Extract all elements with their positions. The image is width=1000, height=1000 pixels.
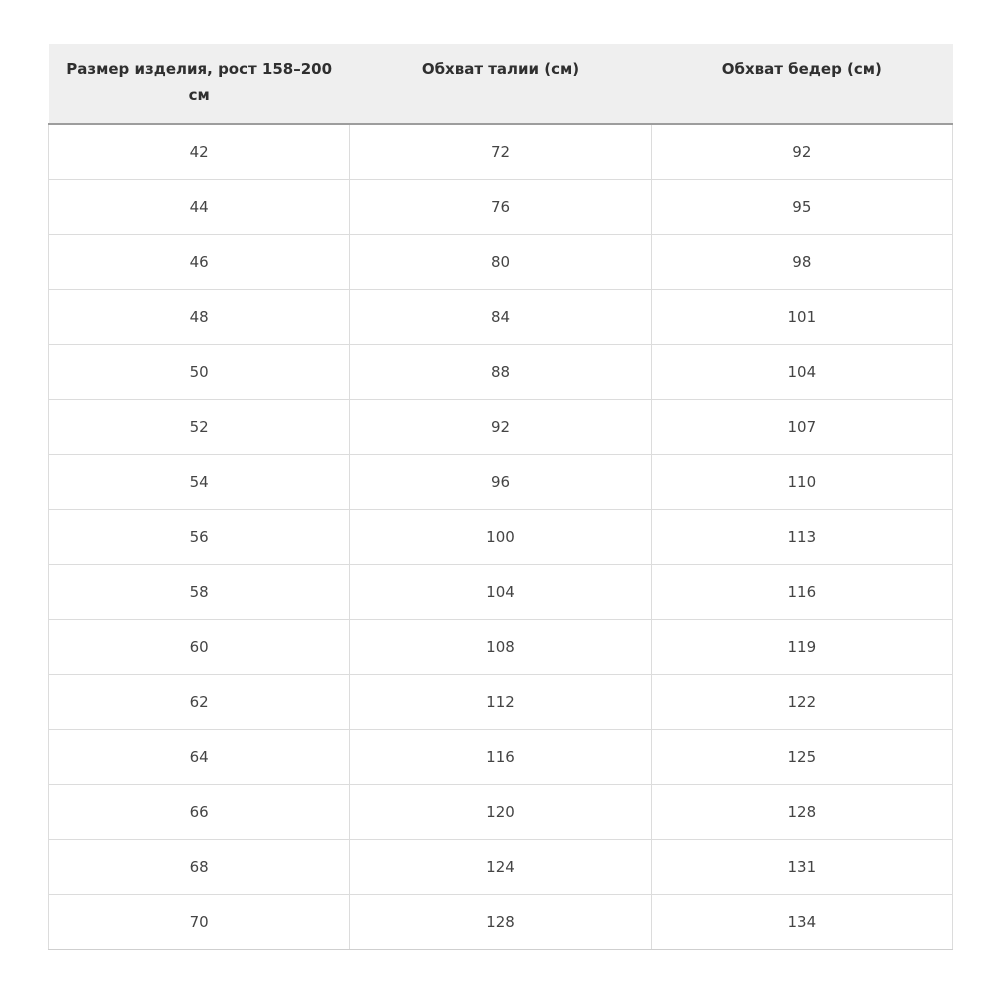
table-row <box>49 124 953 179</box>
table-row <box>49 509 953 564</box>
cell-waist: 108 <box>350 619 651 674</box>
cell-hips: 131 <box>651 839 952 894</box>
cell-size: 70 <box>49 894 350 949</box>
cell-hips: 134 <box>651 894 952 949</box>
cell-hips: 113 <box>651 509 952 564</box>
table-row <box>49 894 953 949</box>
size-chart-container <box>48 44 953 950</box>
header-size: Размер изделия, рост 158–200 см <box>49 44 350 124</box>
table-row <box>49 729 953 784</box>
cell-hips: 92 <box>651 124 952 179</box>
table-row <box>49 399 953 454</box>
cell-size: 66 <box>49 784 350 839</box>
cell-waist: 88 <box>350 344 651 399</box>
cell-waist: 116 <box>350 729 651 784</box>
header-hips: Обхват бедер (см) <box>651 44 952 124</box>
header-row <box>49 44 953 124</box>
cell-size: 42 <box>49 124 350 179</box>
cell-size: 56 <box>49 509 350 564</box>
table-row <box>49 619 953 674</box>
cell-size: 62 <box>49 674 350 729</box>
cell-size: 54 <box>49 454 350 509</box>
cell-waist: 76 <box>350 179 651 234</box>
cell-size: 46 <box>49 234 350 289</box>
cell-hips: 116 <box>651 564 952 619</box>
cell-size: 60 <box>49 619 350 674</box>
cell-waist: 92 <box>350 399 651 454</box>
cell-size: 68 <box>49 839 350 894</box>
cell-size: 44 <box>49 179 350 234</box>
table-row <box>49 564 953 619</box>
table-header <box>49 44 953 124</box>
table-row <box>49 674 953 729</box>
cell-waist: 128 <box>350 894 651 949</box>
cell-waist: 72 <box>350 124 651 179</box>
cell-waist: 120 <box>350 784 651 839</box>
cell-hips: 125 <box>651 729 952 784</box>
table-row <box>49 839 953 894</box>
cell-size: 50 <box>49 344 350 399</box>
cell-waist: 100 <box>350 509 651 564</box>
cell-waist: 96 <box>350 454 651 509</box>
table-row <box>49 454 953 509</box>
cell-size: 48 <box>49 289 350 344</box>
cell-hips: 101 <box>651 289 952 344</box>
cell-hips: 98 <box>651 234 952 289</box>
cell-hips: 122 <box>651 674 952 729</box>
cell-size: 64 <box>49 729 350 784</box>
cell-hips: 107 <box>651 399 952 454</box>
cell-waist: 112 <box>350 674 651 729</box>
cell-waist: 84 <box>350 289 651 344</box>
cell-waist: 80 <box>350 234 651 289</box>
cell-waist: 104 <box>350 564 651 619</box>
table-row <box>49 784 953 839</box>
table-row <box>49 234 953 289</box>
cell-hips: 128 <box>651 784 952 839</box>
cell-waist: 124 <box>350 839 651 894</box>
cell-size: 58 <box>49 564 350 619</box>
table-row <box>49 289 953 344</box>
header-waist: Обхват талии (см) <box>350 44 651 124</box>
cell-hips: 110 <box>651 454 952 509</box>
cell-hips: 119 <box>651 619 952 674</box>
cell-size: 52 <box>49 399 350 454</box>
cell-hips: 104 <box>651 344 952 399</box>
table-row <box>49 344 953 399</box>
size-chart-table <box>48 44 953 950</box>
table-body <box>49 124 953 949</box>
cell-hips: 95 <box>651 179 952 234</box>
table-row <box>49 179 953 234</box>
